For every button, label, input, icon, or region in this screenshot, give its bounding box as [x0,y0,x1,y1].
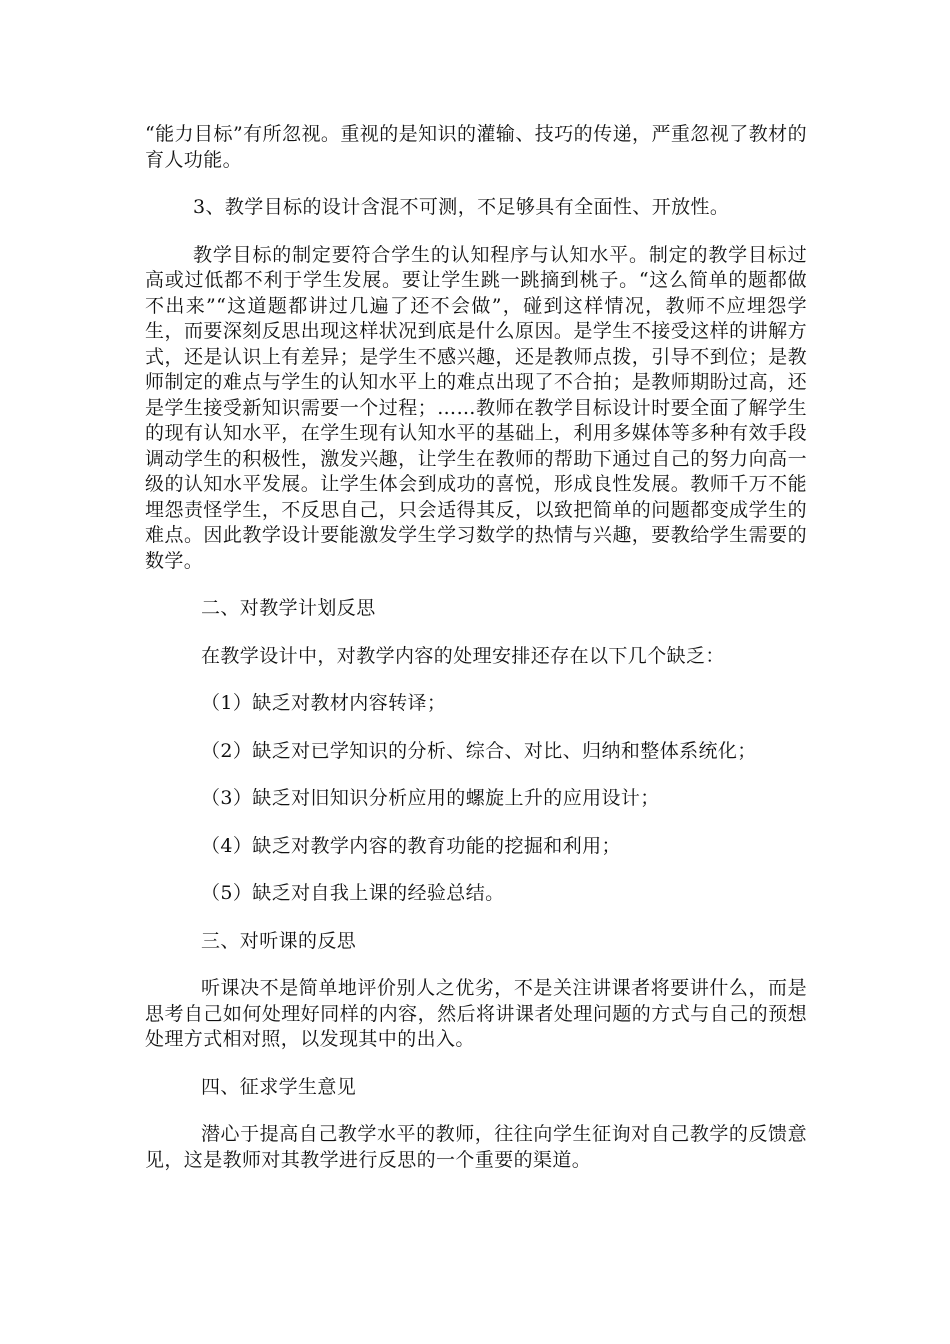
list-item-3: （3）缺乏对旧知识分析应用的螺旋上升的应用设计； [201,787,660,809]
list-item-4: （4）缺乏对教学内容的教育功能的挖掘和利用； [201,834,621,857]
paragraph-intro-deficiencies: 在教学设计中，对教学内容的处理安排还存在以下几个缺乏： [201,644,725,667]
paragraph-student-feedback: 潜心于提高自己教学水平的教师，往往向学生征询对自己教学的反馈意见，这是教师对其教学进行反思的一个重要的渠道。 [145,1123,807,1171]
list-item-1: （1）缺乏对教材内容转译； [201,692,447,714]
section-heading-2: 二、对教学计划反思 [201,597,376,619]
paragraph-lesson-observation: 听课决不是简单地评价别人之优劣，不是关注讲课者将要讲什么，而是思考自己如何处理好同样的内容，然后将讲课者处理问题的方式与自己的预想处理方式相对照，以发现其中的出入。 [145,977,807,1050]
paragraph-teaching-objectives: 教学目标的制定要符合学生的认知程序与认知水平。制定的教学目标过高或过低都不利于学生发展。要让学生跳一跳摘到桃子。“这么简单的题都做不出来”“这道题都讲过几遍了还不会做”，碰到这样情况，教师不应埋怨学生，而要深刻反思出现这样状况到底是什么原因。是学生不接受这样的讲解方式，还是认识上有差异；是学生不感兴趣，还是教师点拨，引导不到位；是教师制定的难点与学生的认知水平上的难点出现了不合拍；是教师期盼过高，还是学生接受新知识需要一个过程；……教师在教学目标设计时要全面了解学生的现有认知水平，在学生现有认知水平的基础上，利用多媒体等多种有效手段调动学生的积极性，激发兴趣，让学生在教师的帮助下通过自己的努力向高一级的认知水平发展。让学生体会到成功的喜悦，形成良性发展。教师千万不能埋怨责怪学生，不反思自己，只会适得其反，以致把简单的问题都变成学生的难点。因此教学设计要能激发学生学习数学的热情与兴趣，要教给学生需要的数学。 [145,243,807,572]
paragraph-continuation: “能力目标”有所忽视。重视的是知识的灌输、技巧的传递，严重忽视了教材的育人功能。 [145,123,807,171]
list-item-2: （2）缺乏对已学知识的分析、综合、对比、归纳和整体系统化； [201,739,757,762]
heading-point-3: 3、教学目标的设计含混不可测，不足够具有全面性、开放性。 [193,196,730,218]
document-page [145,122,807,1173]
list-item-5: （5）缺乏对自我上课的经验总结。 [201,882,505,904]
section-heading-4: 四、征求学生意见 [201,1075,357,1098]
section-heading-3: 三、对听课的反思 [201,929,357,952]
